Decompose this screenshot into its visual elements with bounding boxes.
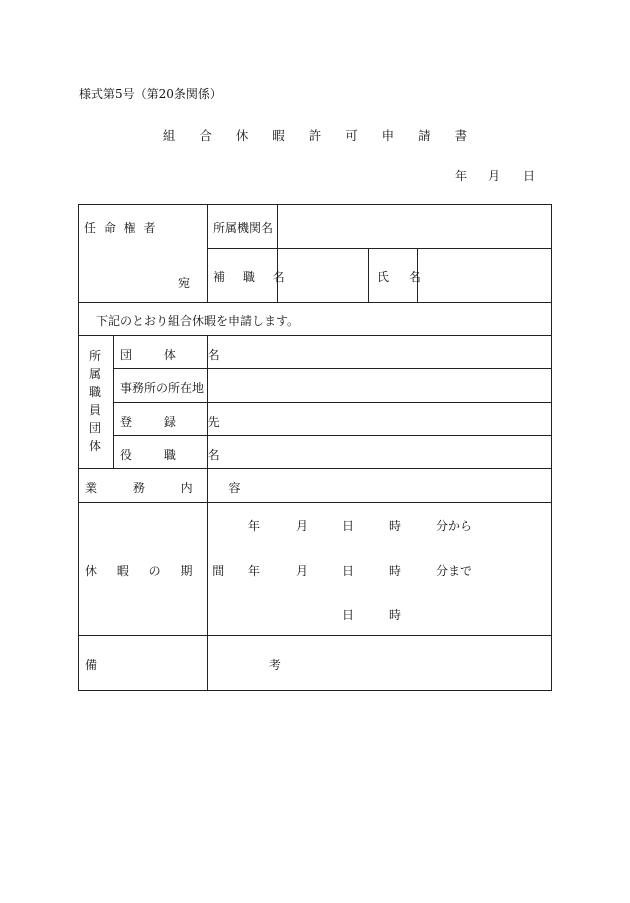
application-date [455, 167, 536, 184]
date-year: 年 [455, 169, 468, 183]
duties-field[interactable] [208, 469, 551, 502]
position-field[interactable] [278, 250, 368, 302]
period-from-day: 日 [342, 519, 355, 533]
table-border-bottom [78, 690, 552, 691]
period-from-hour: 時 [389, 519, 402, 533]
role-label: 役 職 名 [120, 448, 234, 462]
divider [78, 302, 552, 303]
table-border-left [78, 204, 79, 691]
position-label: 補 職 名 [213, 270, 292, 284]
affiliation-field[interactable] [278, 205, 551, 248]
divider [207, 204, 208, 302]
divider [78, 502, 552, 503]
request-sentence: 下記のとおり組合休暇を申請します。 [96, 314, 300, 328]
appointer-label: 任 命 権 者 [84, 221, 158, 235]
period-to-year: 年 [248, 564, 261, 578]
role-field[interactable] [208, 436, 551, 468]
document-title: 組 合 休 暇 許 可 申 請 書 [162, 128, 478, 143]
registration-label: 登 録 先 [120, 415, 234, 429]
period-duration-hour: 時 [389, 608, 402, 622]
period-label: 休 暇 の 期 間 [85, 564, 233, 578]
union-group-label: 所 属 職 員 団 体 [88, 349, 101, 453]
period-duration-day: 日 [342, 608, 355, 622]
divider [368, 249, 369, 302]
table-border-right [551, 204, 552, 691]
period-to-hour: 時 [389, 564, 402, 578]
period-from-year: 年 [248, 519, 261, 533]
addressee-suffix: 宛 [178, 276, 191, 290]
office-address-label: 事務所の所在地 [120, 381, 205, 395]
period-to-day: 日 [342, 564, 355, 578]
union-name-label: 団 体 名 [120, 348, 234, 362]
form-number: 様式第5号（第20条関係） [79, 87, 222, 101]
name-label: 氏 名 [377, 270, 429, 284]
office-address-field[interactable] [208, 369, 551, 402]
period-to-month: 月 [296, 564, 309, 578]
divider [207, 248, 552, 249]
period-from-minute: 分から [436, 519, 473, 533]
union-name-field[interactable] [208, 336, 551, 368]
registration-field[interactable] [208, 403, 551, 435]
remarks-label: 備 考 [85, 658, 365, 672]
period-from-month: 月 [296, 519, 309, 533]
name-field[interactable] [418, 250, 551, 302]
period-to-minute: 分まで [436, 564, 473, 578]
duties-label: 業 務 内 容 [85, 481, 257, 495]
affiliation-label: 所属機関名 [213, 221, 274, 235]
date-month: 月 [488, 169, 501, 183]
remarks-field[interactable] [208, 636, 551, 690]
date-day: 日 [523, 169, 536, 183]
divider [113, 335, 114, 469]
